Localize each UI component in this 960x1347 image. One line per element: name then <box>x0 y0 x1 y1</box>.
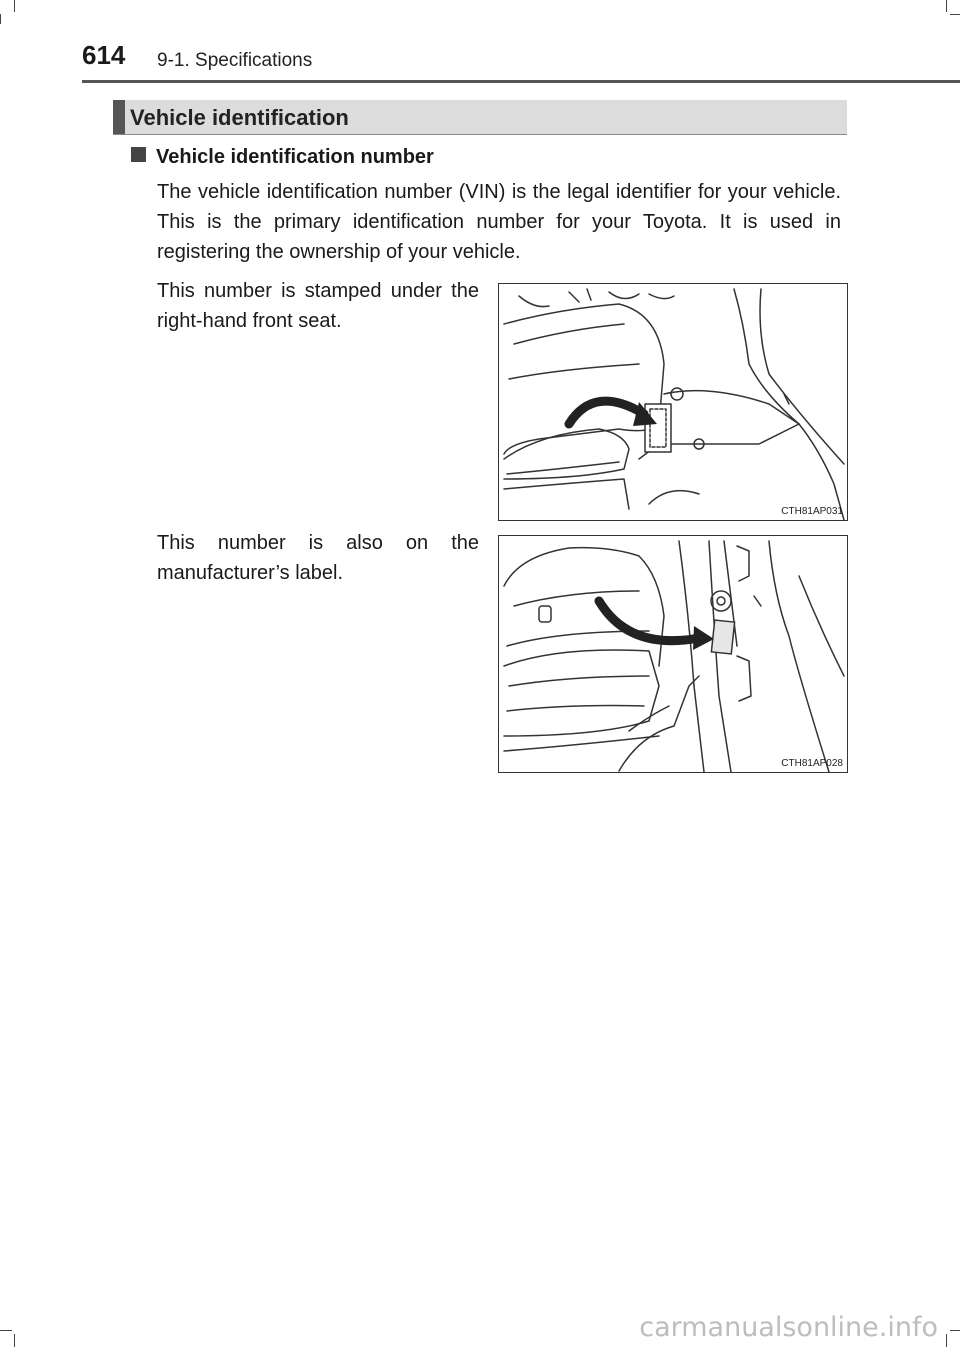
section-reference: 9-1. Specifications <box>157 50 313 71</box>
crop-mark <box>950 14 960 15</box>
crop-mark <box>946 0 947 12</box>
crop-mark <box>946 1334 947 1347</box>
crop-mark <box>950 1330 960 1331</box>
crop-mark <box>14 1334 15 1347</box>
crop-mark <box>14 0 15 12</box>
seat-illustration <box>499 284 847 520</box>
section-title: Vehicle identification <box>130 105 349 130</box>
vin-location-label-text: This number is also on the manufacturer’s label. <box>157 532 479 584</box>
subsection-heading <box>131 146 434 169</box>
vin-description: The vehicle identification number (VIN) is the legal identifier for your vehicle. This is the primary identification number for your Toyota. It is used in registering the ownership of your vehicle. <box>157 181 841 263</box>
section-bar-accent <box>113 100 125 134</box>
header-rule <box>82 80 960 83</box>
vin-location-seat-text: This number is stamped under the right-hand front seat. <box>157 280 479 332</box>
crop-mark <box>0 1330 12 1331</box>
section-title-bar <box>113 100 847 135</box>
door-pillar-illustration <box>499 536 847 772</box>
watermark: carmanualsonline.info <box>639 1312 938 1343</box>
figure-seat-vin <box>498 283 848 521</box>
subsection-heading-text: Vehicle identification number <box>156 146 434 168</box>
page-number: 614 <box>82 40 126 70</box>
figure-code: CTH81AP031 <box>781 506 843 517</box>
crop-mark <box>0 14 1 24</box>
figure-code: CTH81AP028 <box>781 758 843 769</box>
figure-label-vin <box>498 535 848 773</box>
square-bullet-icon <box>131 147 146 162</box>
